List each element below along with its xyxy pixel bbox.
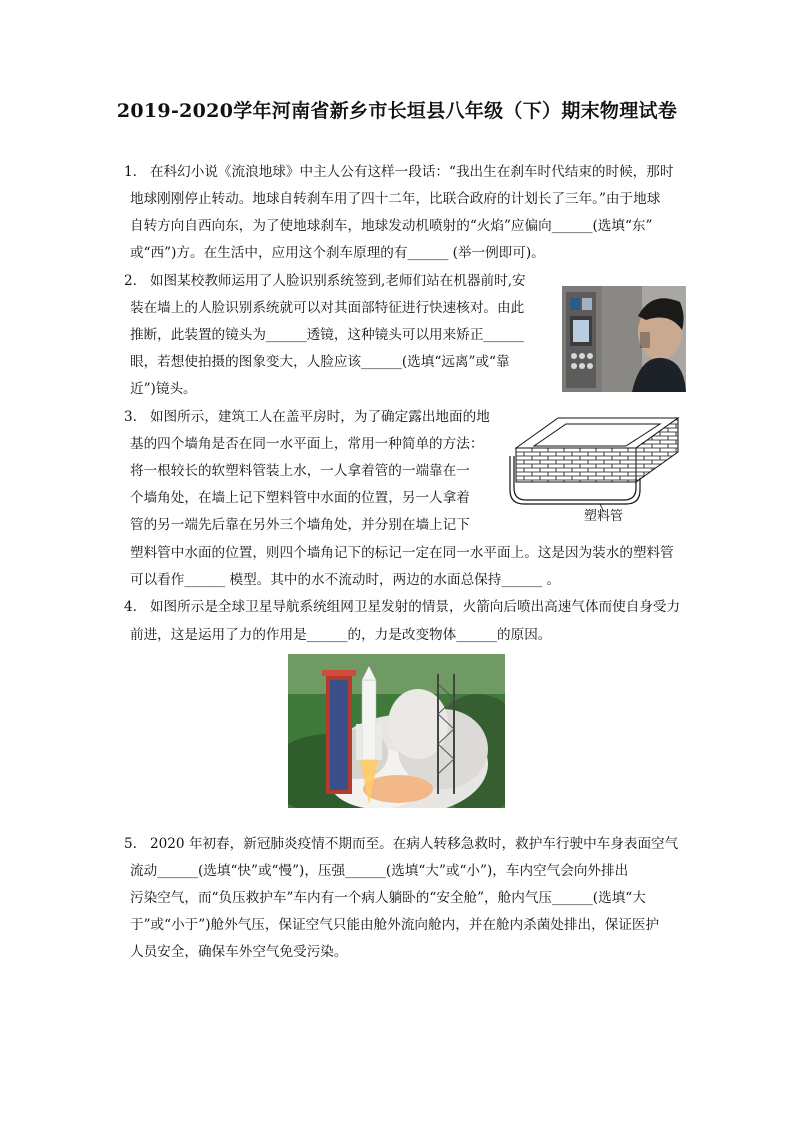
question-3-line-7: 可以看作______ 模型。其中的水不流动时，两边的水面总保持______ 。	[130, 572, 561, 588]
question-1-line-2: 地球刚刚停止转动。地球自转刹车用了四十二年，比联合政府的计划长了三年。”由于地球	[130, 191, 661, 207]
question-5-line-3: 污染空气，而“负压救护车”车内有一个病人躺卧的“安全舱”，舱内气压______(选填“大	[130, 890, 646, 906]
question-text: 2020 年初春，新冠肺炎疫情不期而至。在病人转移急救时，救护车行驶中车身表面空气	[149, 836, 679, 852]
question-3-number: 3.	[124, 409, 137, 425]
page-title: 2019-2020学年河南省新乡市长垣县八年级（下）期末物理试卷	[116, 100, 678, 122]
question-5-number: 5.	[124, 836, 137, 852]
face-recognition-photo	[562, 286, 686, 392]
tube-label: 塑料管	[584, 509, 624, 524]
question-2-line-1	[124, 272, 526, 290]
question-text: 如图某校教师运用了人脸识别系统签到,老师们站在机器前时,安	[149, 273, 526, 289]
question-5-line-4: 于”或“小于”)舱外气压，保证空气只能由舱外流向舱内，并在舱内杀菌处排出，保证医护	[130, 917, 660, 933]
rocket-launch-photo	[288, 654, 505, 808]
question-1-line-4: 或“西”)方。在生活中，应用这个刹车原理的有______ (举一例即可)。	[130, 245, 545, 261]
question-2-number: 2.	[124, 273, 137, 289]
question-5-line-1	[124, 835, 678, 853]
question-3-line-1	[124, 408, 490, 426]
question-2-line-2: 装在墙上的人脸识别系统就可以对其面部特征进行快速核对。由此	[130, 300, 525, 316]
question-4-line-1	[124, 598, 680, 616]
question-text: 如图所示，建筑工人在盖平房时，为了确定露出地面的地	[149, 409, 490, 425]
question-2-line-3: 推断，此装置的镜头为______透镜，这种镜头可以用来矫正______	[130, 327, 525, 343]
question-5-line-5: 人员安全，确保车外空气免受污染。	[130, 944, 348, 960]
question-4-number: 4.	[124, 599, 137, 615]
question-2-line-4: 眼，若想使拍摄的图象变大，人脸应该______(选填“远离”或“靠	[130, 354, 510, 370]
question-5-line-2: 流动______(选填“快”或“慢”)，压强______(选填“大”或“小”)，车内空气会向外排出	[130, 863, 629, 879]
question-3-line-5: 管的另一端先后靠在另外三个墙角处，并分别在墙上记下	[130, 517, 470, 533]
question-1-line-3: 自转方向自西向东，为了使地球刹车，地球发动机喷射的“火焰”应偏向______(选填“东”	[130, 218, 653, 234]
question-3-line-2: 基的四个墙角是否在同一水平面上，常用一种简单的方法：	[130, 436, 484, 452]
question-text: 如图所示是全球卫星导航系统组网卫星发射的情景，火箭向后喷出高速气体而使自身受力	[149, 599, 681, 615]
question-text: 在科幻小说《流浪地球》中主人公有这样一段话：“我出生在刹车时代结束的时候，那时	[149, 164, 674, 180]
question-3-line-6: 塑料管中水面的位置，则四个墙角记下的标记一定在同一水平面上。这是因为装水的塑料管	[130, 545, 674, 561]
face-recognition-illustration	[562, 286, 686, 392]
question-1-number: 1.	[124, 164, 137, 180]
question-3-line-4: 个墙角处，在墙上记下塑料管中水面的位置，另一人拿着	[130, 490, 470, 506]
question-2-line-5: 近”)镜头。	[130, 381, 197, 397]
rocket-launch-illustration	[288, 654, 505, 808]
question-3-line-3: 将一根较长的软塑料管装上水，一人拿着管的一端靠在一	[130, 463, 470, 479]
question-1-line-1	[124, 163, 673, 181]
question-4-line-2: 前进，这是运用了力的作用是______的，力是改变物体______的原因。	[130, 627, 552, 643]
